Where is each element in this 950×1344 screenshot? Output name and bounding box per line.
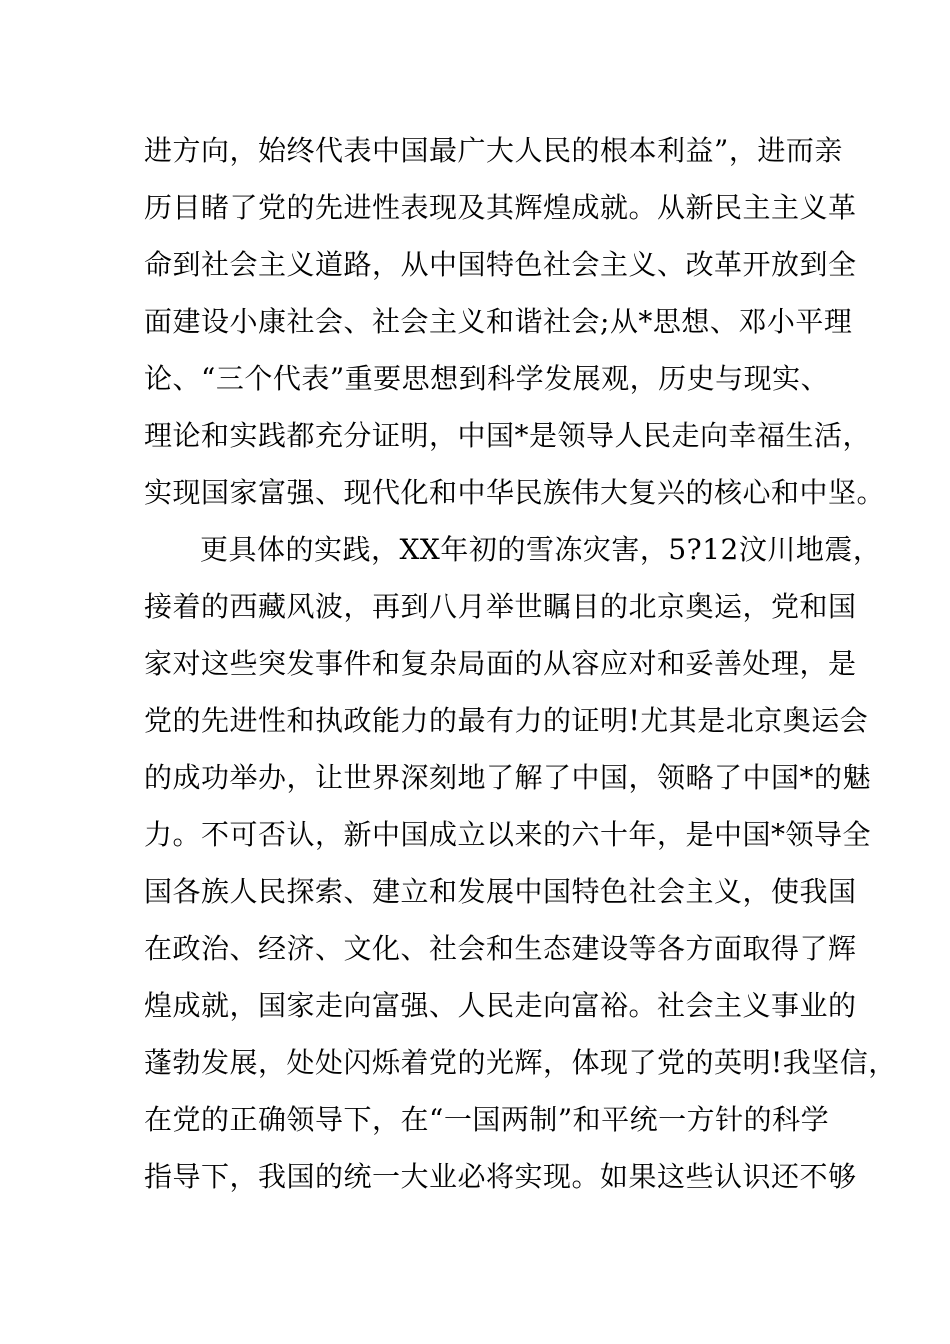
text-line: 论、“三个代表”重要思想到科学发展观，历史与现实、 — [144, 362, 830, 395]
text-line: 国各族人民探索、建立和发展中国特色社会主义，使我国 — [144, 875, 857, 908]
text-line: 理论和实践都充分证明，中国*是领导人民走向幸福生活， — [144, 419, 872, 452]
text-line: 历目睹了党的先进性表现及其辉煌成就。从新民主主义革 — [144, 191, 857, 224]
text-line: 进方向，始终代表中国最广大人民的根本利益”，进而亲 — [144, 134, 843, 167]
text-line: 煌成就，国家走向富强、人民走向富裕。社会主义事业的 — [144, 989, 857, 1022]
text-line: 在党的正确领导下，在“一国两制”和平统一方针的科学 — [144, 1103, 830, 1136]
text-line: 党的先进性和执政能力的最有力的证明!尤其是北京奥运会 — [144, 704, 869, 737]
text-line: 蓬勃发展，处处闪烁着党的光辉，体现了党的英明!我坚信， — [144, 1046, 897, 1079]
text-line: 命到社会主义道路，从中国特色社会主义、改革开放到全 — [144, 248, 857, 281]
text-line: 实现国家富强、现代化和中华民族伟大复兴的核心和中坚。 — [144, 476, 886, 509]
paragraph-first-line: 更具体的实践，XX年初的雪冻灾害，5?12汶川地震， — [200, 533, 882, 566]
text-line: 在政治、经济、文化、社会和生态建设等各方面取得了辉 — [144, 932, 857, 965]
text-line: 力。不可否认，新中国成立以来的六十年，是中国*领导全 — [144, 818, 872, 851]
text-line: 接着的西藏风波，再到八月举世瞩目的北京奥运，党和国 — [144, 590, 857, 623]
text-line: 面建设小康社会、社会主义和谐社会;从*思想、邓小平理 — [144, 305, 853, 338]
text-line: 指导下，我国的统一大业必将实现。如果这些认识还不够 — [144, 1160, 857, 1193]
text-line: 家对这些突发事件和复杂局面的从容应对和妥善处理，是 — [144, 647, 857, 680]
text-line: 的成功举办，让世界深刻地了解了中国，领略了中国*的魅 — [144, 761, 872, 794]
